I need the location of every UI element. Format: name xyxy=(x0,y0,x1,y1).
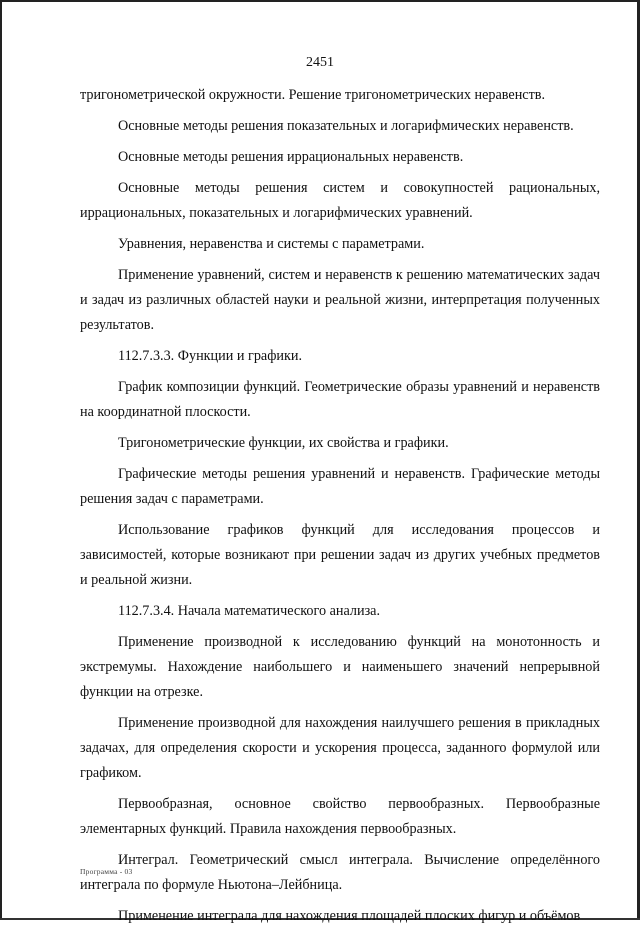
scan-edge-left xyxy=(0,0,2,920)
paragraph: Графические методы решения уравнений и неравенств. Графические методы решения задач с параметрами. xyxy=(80,466,600,507)
paragraph-continuation: тригонометрической окружности. Решение тригонометрических неравенств. xyxy=(80,87,546,103)
paragraph: Применение уравнений, систем и неравенств к решению математических задач и задач из различных областей науки и реальной жизни, интерпретация полученных результатов. xyxy=(80,267,600,333)
paragraph: Уравнения, неравенства и системы с параметрами. xyxy=(118,236,425,252)
section-heading: 112.7.3.4. Начала математического анализа. xyxy=(118,603,381,619)
paragraph: Применение производной к исследованию функций на монотонность и экстремумы. Нахождение наибольшего и наименьшего значений непрерывной функции на отрезке. xyxy=(80,634,600,700)
document-body xyxy=(80,83,600,935)
paragraph: График композиции функций. Геометрические образы уравнений и неравенств на координатной плоскости. xyxy=(80,379,600,420)
paragraph: Основные методы решения показательных и логарифмических неравенств. xyxy=(118,118,574,134)
footer-label: Программа - 03 xyxy=(80,867,133,876)
paragraph: Тригонометрические функции, их свойства и графики. xyxy=(118,435,449,451)
paragraph: Основные методы решения систем и совокупностей рациональных, иррациональных, показательных и логарифмических уравнений. xyxy=(80,180,600,221)
section-heading: 112.7.3.3. Функции и графики. xyxy=(118,348,303,364)
paragraph: Применение интеграла для нахождения площадей плоских фигур и объёмов xyxy=(118,908,581,924)
paragraph: Основные методы решения иррациональных неравенств. xyxy=(118,149,464,165)
page-number: 2451 xyxy=(306,55,334,70)
scan-edge-top xyxy=(0,0,640,2)
paragraph: Использование графиков функций для исследования процессов и зависимостей, которые возникают при решении задач из других учебных предметов и реальной жизни. xyxy=(80,522,600,588)
paragraph: Применение производной для нахождения наилучшего решения в прикладных задачах, для определения скорости и ускорения процесса, заданного формулой или графиком. xyxy=(80,715,600,781)
paragraph: Интеграл. Геометрический смысл интеграла. Вычисление определённого интеграла по формуле Ньютона–Лейбница. xyxy=(80,852,600,893)
paragraph: Первообразная, основное свойство первообразных. Первообразные элементарных функций. Правила нахождения первообразных. xyxy=(80,796,600,837)
